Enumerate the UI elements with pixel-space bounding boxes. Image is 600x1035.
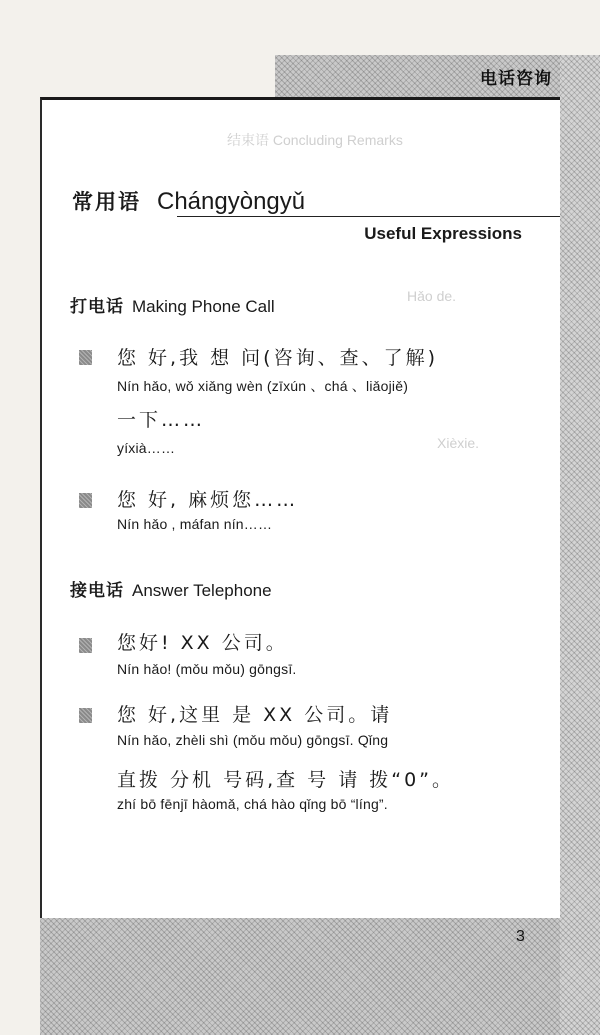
bullet-icon: [79, 708, 92, 723]
title-chinese: 常用语: [72, 190, 141, 214]
page-edge-shading: [560, 55, 600, 1035]
section-heading-cn: 接电话: [70, 581, 124, 601]
chapter-header: 电话咨询: [480, 69, 552, 89]
page-number: 3: [516, 928, 525, 945]
expression-pinyin: Nín hǎo! (mǒu mǒu) gōngsī.: [117, 661, 297, 677]
content-panel: [40, 97, 560, 918]
section-heading-answer-telephone: [70, 576, 272, 601]
section-heading-en: Answer Telephone: [132, 581, 272, 600]
title-rule: [177, 216, 560, 217]
expression-pinyin: Nín hǎo , máfan nín……: [117, 516, 273, 532]
expression-chinese: 您好! XX 公司。: [117, 632, 288, 654]
expression-chinese-continued: 一下……: [117, 409, 206, 431]
bullet-icon: [79, 638, 92, 653]
bullet-icon: [79, 493, 92, 508]
expression-pinyin: Nín hǎo, zhèli shì (mǒu mǒu) gōngsī. Qǐng: [117, 732, 389, 748]
show-through-text: Hǎo de.: [407, 288, 457, 304]
expression-chinese-continued: 直拨 分机 号码,查 号 请 拨“0”。: [117, 769, 455, 791]
title-pinyin: Chángyòngyǔ: [157, 188, 306, 215]
show-through-text: 结束语 Concluding Remarks: [227, 132, 403, 148]
expression-chinese: 您 好,我 想 问(咨询、查、了解): [117, 347, 438, 369]
section-heading-en: Making Phone Call: [132, 297, 275, 316]
expression-pinyin-continued: yíxià……: [117, 440, 176, 456]
expression-pinyin-continued: zhí bō fēnjī hàomǎ, chá hào qǐng bō “líng”.: [117, 796, 388, 812]
title-english: Useful Expressions: [364, 224, 522, 243]
expression-chinese: 您 好,这里 是 XX 公司。请: [117, 704, 393, 726]
footer-band: [40, 912, 560, 1035]
bullet-icon: [79, 350, 92, 365]
expression-chinese: 您 好, 麻烦您……: [117, 489, 299, 511]
section-heading-cn: 打电话: [70, 297, 124, 317]
section-title: [72, 186, 305, 216]
show-through-text: Xièxie.: [437, 435, 480, 451]
section-heading-making-call: [70, 292, 275, 317]
expression-pinyin: Nín hǎo, wǒ xiǎng wèn (zīxún 、chá 、liǎojiě): [117, 378, 409, 394]
